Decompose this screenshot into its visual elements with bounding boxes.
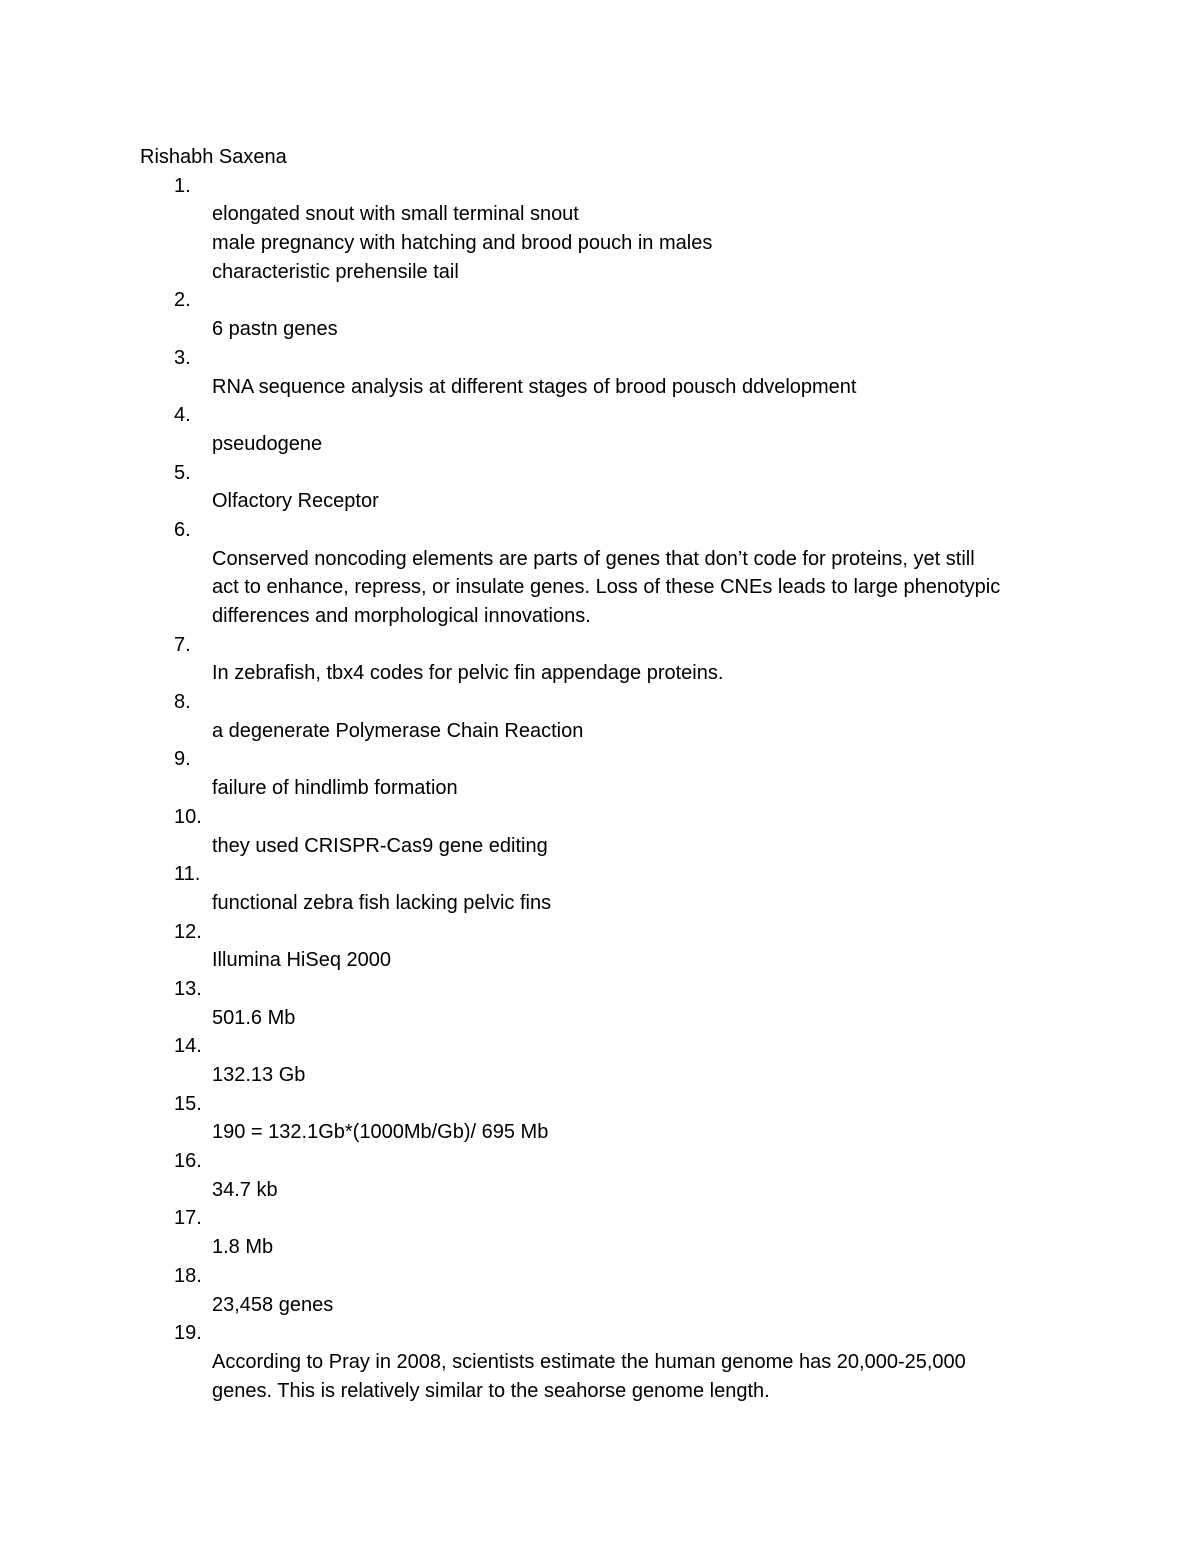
answer-line: 501.6 Mb bbox=[212, 1006, 296, 1029]
answer-number: 2. bbox=[174, 289, 191, 312]
answer-text bbox=[212, 487, 1080, 516]
answer-text bbox=[212, 373, 1080, 402]
answer-line: act to enhance, repress, or insulate genes. Loss of these CNEs leads to large phenotypic bbox=[212, 576, 1001, 599]
answer-item bbox=[0, 401, 1200, 458]
answer-item bbox=[0, 1147, 1200, 1204]
answer-line: 132.13 Gb bbox=[212, 1064, 306, 1086]
answer-number: 6. bbox=[174, 518, 191, 541]
answer-text bbox=[212, 889, 1080, 918]
answer-text bbox=[212, 200, 1080, 286]
answer-number: 19. bbox=[174, 1322, 202, 1345]
answer-item bbox=[0, 1262, 1200, 1319]
answer-line: Olfactory Receptor bbox=[212, 490, 379, 513]
answer-line: In zebrafish, tbx4 codes for pelvic fin appendage proteins. bbox=[212, 662, 724, 685]
answer-line: 23,458 genes bbox=[212, 1293, 334, 1316]
answer-item bbox=[0, 1090, 1200, 1147]
answer-line: characteristic prehensile tail bbox=[212, 260, 459, 283]
answer-line: 34.7 kb bbox=[212, 1178, 278, 1201]
answer-number: 12. bbox=[174, 920, 202, 943]
answer-number: 9. bbox=[174, 748, 191, 771]
answer-number: 17. bbox=[174, 1207, 202, 1230]
answer-line: a degenerate Polymerase Chain Reaction bbox=[212, 719, 584, 742]
answer-text bbox=[212, 774, 1080, 803]
answer-text bbox=[212, 1233, 1080, 1262]
answer-text bbox=[212, 717, 1080, 746]
answer-line: they used CRISPR-Cas9 gene editing bbox=[212, 834, 548, 857]
answer-item bbox=[0, 975, 1200, 1032]
answer-item bbox=[0, 1319, 1200, 1405]
answer-text bbox=[212, 832, 1080, 861]
answer-text bbox=[212, 1004, 1080, 1033]
answer-item bbox=[0, 516, 1200, 631]
answer-text bbox=[212, 545, 1080, 631]
answer-item bbox=[0, 286, 1200, 343]
answer-line: 6 pastn genes bbox=[212, 318, 338, 341]
answer-text bbox=[212, 1176, 1080, 1205]
answer-item bbox=[0, 918, 1200, 975]
answer-line: functional zebra fish lacking pelvic fins bbox=[212, 891, 552, 914]
answer-number: 7. bbox=[174, 633, 191, 656]
answer-number: 10. bbox=[174, 805, 202, 828]
answer-line: According to Pray in 2008, scientists estimate the human genome has 20,000-25,000 bbox=[212, 1350, 966, 1373]
answer-line: genes. This is relatively similar to the seahorse genome length. bbox=[212, 1379, 770, 1402]
answer-item bbox=[0, 1032, 1200, 1089]
answer-line: pseudogene bbox=[212, 432, 323, 455]
answer-number: 5. bbox=[174, 461, 191, 484]
answer-text bbox=[212, 1291, 1080, 1320]
answer-line: failure of hindlimb formation bbox=[212, 777, 458, 800]
answer-text bbox=[212, 1348, 1080, 1405]
answer-line: RNA sequence analysis at different stages of brood pousch ddvelopment bbox=[212, 375, 857, 398]
answer-line: Conserved noncoding elements are parts of genes that don’t code for proteins, yet still bbox=[212, 547, 975, 570]
answer-line: elongated snout with small terminal snout bbox=[212, 203, 579, 226]
answer-number: 11. bbox=[174, 863, 201, 886]
answer-number: 16. bbox=[174, 1150, 202, 1173]
answer-line: differences and morphological innovations. bbox=[212, 605, 591, 627]
answer-line: 190 = 132.1Gb*(1000Mb/Gb)/ 695 Mb bbox=[212, 1121, 549, 1144]
answer-number: 18. bbox=[174, 1264, 202, 1287]
answer-item bbox=[0, 459, 1200, 516]
answer-number: 4. bbox=[174, 404, 191, 427]
answer-text bbox=[212, 1118, 1080, 1147]
answer-line: Illumina HiSeq 2000 bbox=[212, 949, 391, 972]
answer-text bbox=[212, 659, 1080, 688]
answer-number: 15. bbox=[174, 1092, 202, 1115]
answer-item bbox=[0, 803, 1200, 860]
answer-item bbox=[0, 344, 1200, 401]
answer-item bbox=[0, 1204, 1200, 1261]
answer-text bbox=[212, 430, 1080, 459]
answer-item bbox=[0, 688, 1200, 745]
answer-item bbox=[0, 631, 1200, 688]
answer-number: 8. bbox=[174, 691, 191, 714]
answer-list bbox=[0, 172, 1200, 1406]
answer-text bbox=[212, 946, 1080, 975]
answer-number: 1. bbox=[174, 174, 191, 197]
answer-item bbox=[0, 172, 1200, 287]
answer-line: 1.8 Mb bbox=[212, 1236, 274, 1259]
answer-text bbox=[212, 315, 1080, 344]
answer-text bbox=[212, 1061, 1080, 1090]
answer-number: 14. bbox=[174, 1035, 202, 1058]
author-name: Rishabh Saxena bbox=[140, 146, 287, 168]
answer-item bbox=[0, 860, 1200, 917]
answer-number: 13. bbox=[174, 977, 202, 1000]
answer-number: 3. bbox=[174, 346, 191, 369]
answer-item bbox=[0, 745, 1200, 802]
answer-line: male pregnancy with hatching and brood pouch in males bbox=[212, 232, 713, 255]
